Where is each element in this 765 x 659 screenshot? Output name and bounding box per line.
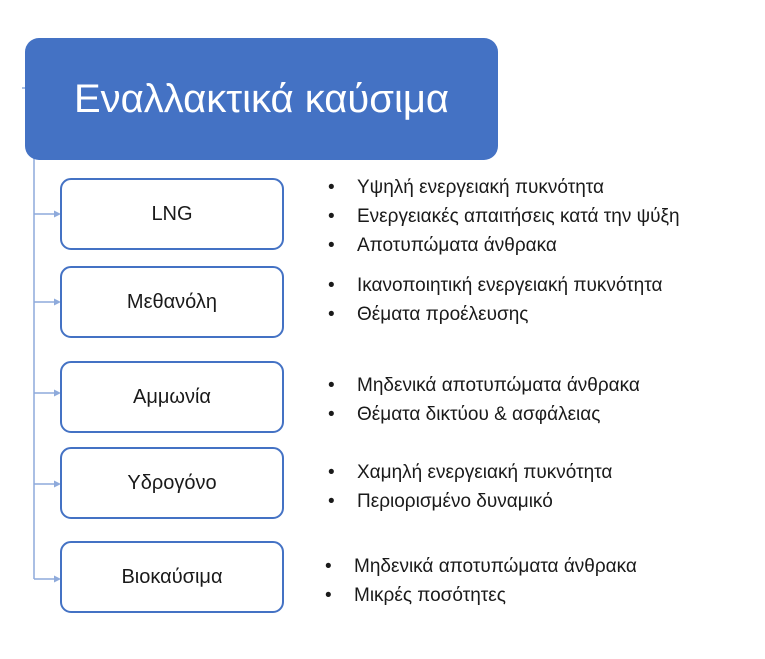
bullet-item: • Ικανοποιητική ενεργειακή πυκνότητα [325,271,662,300]
bullet-list-biofuels [322,552,637,610]
bullet-item: • Αποτυπώματα άνθρακα [325,231,680,260]
node-hydrogen [60,447,284,519]
title-text: Εναλλακτικά καύσιμα [73,76,450,121]
bullet-list-lng [325,173,680,260]
bullet-item: • Μικρές ποσότητες [322,581,637,610]
bullet-item: • Θέματα προέλευσης [325,300,662,329]
node-ammonia [60,361,284,433]
title-box [25,38,498,160]
bullet-item: • Θέματα δικτύου & ασφάλειας [325,400,640,429]
node-label: Υδρογόνο [127,471,217,494]
bullet-item: • Περιορισμένο δυναμικό [325,487,612,516]
node-label: Βιοκαύσιμα [121,565,223,588]
node-label: Μεθανόλη [126,290,218,313]
bullet-item: • Ενεργειακές απαιτήσεις κατά την ψύξη [325,202,680,231]
node-biofuels [60,541,284,613]
bullet-item: • Μηδενικά αποτυπώματα άνθρακα [322,552,637,581]
bullet-item: • Χαμηλή ενεργειακή πυκνότητα [325,458,612,487]
bullet-item: • Μηδενικά αποτυπώματα άνθρακα [325,371,640,400]
node-methanol [60,266,284,338]
node-lng [60,178,284,250]
bullet-item: • Υψηλή ενεργειακή πυκνότητα [325,173,680,202]
node-label: LNG [151,202,193,225]
bullet-list-methanol [325,271,662,329]
bullet-list-ammonia [325,371,640,429]
bullet-list-hydrogen [325,458,612,516]
node-label: Αμμωνία [132,385,211,408]
